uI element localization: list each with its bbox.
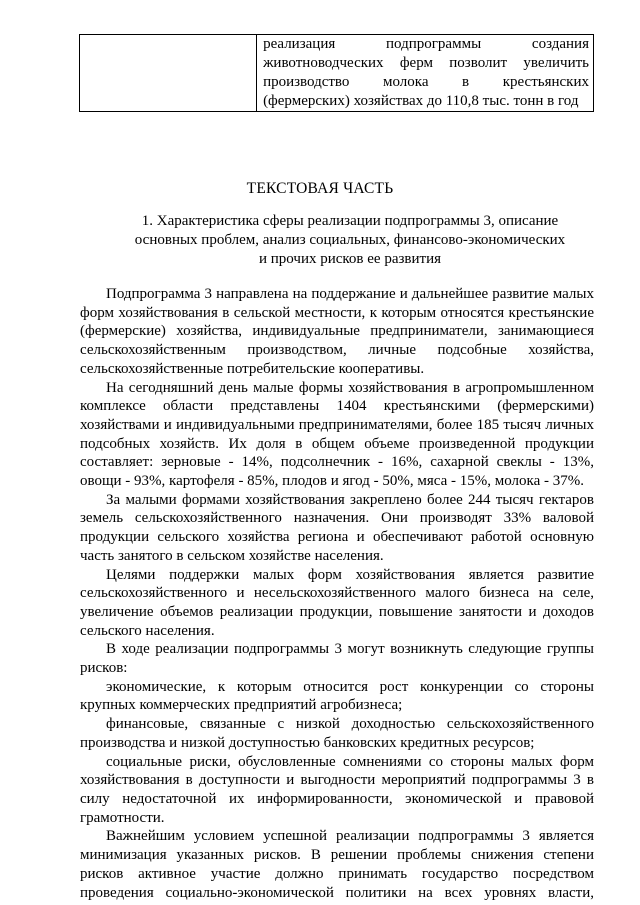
body-text-line: В ходе реализации подпрограммы 3 могут возникнуть следующие группы bbox=[106, 641, 594, 658]
body-text-line: Целями поддержки малых форм хозяйствования является развитие bbox=[106, 566, 594, 583]
body-text-line: крупных коммерческих предприятий агробизнеса; bbox=[80, 697, 403, 714]
body-text-line: комплексе области представлены 1404 крестьянскими (фермерскими) bbox=[80, 398, 594, 415]
body-text-line: составляет: зерновые - 14%, подсолнечник - 16%, сахарной свеклы - 13%, bbox=[80, 454, 594, 471]
body-text-line: хозяйствования в доступности и выгодности мероприятий подпрограммы 3 в bbox=[80, 772, 594, 789]
body-text-line: сельскохозяйственные потребительские кооперативы. bbox=[80, 360, 425, 377]
body-text-line: Важнейшим условием успешной реализации подпрограммы 3 является bbox=[106, 828, 594, 845]
body-text-line: силу недостаточной их информированности, экономической и правовой bbox=[80, 790, 594, 807]
expected-result-text bbox=[257, 35, 593, 111]
body-text-line: (фермерские) хозяйства, индивидуальные предприниматели, занимающиеся bbox=[80, 323, 594, 340]
body-text-line: сельского населения. bbox=[80, 622, 215, 639]
section-title: ТЕКСТОВАЯ ЧАСТЬ bbox=[246, 180, 394, 197]
table-text-line: реализация подпрограммы создания bbox=[263, 36, 589, 52]
table-text-line: животноводческих ферм позволит увеличить bbox=[263, 55, 589, 71]
body-text-line: продукции сельского хозяйства региона и обеспечивают работой основную bbox=[80, 529, 594, 546]
subtitle-line: 1. Характеристика сферы реализации подпрограммы 3, описание bbox=[141, 213, 559, 229]
table-text-line: производство молока в крестьянских bbox=[263, 74, 589, 90]
subtitle-line: основных проблем, анализ социальных, финансово-экономических bbox=[134, 232, 566, 248]
body-text-line: рисков: bbox=[80, 660, 128, 677]
body-text-line: грамотности. bbox=[80, 809, 165, 826]
body-text-line: земель сельскохозяйственного назначения. Они производят 33% валовой bbox=[80, 510, 594, 527]
section-subtitle bbox=[120, 212, 580, 269]
table-text-line: (фермерских) хозяйствах до 110,8 тыс. тонн в год bbox=[263, 93, 579, 109]
body-text-line: увеличение объемов реализации продукции, повышение занятости и доходов bbox=[80, 603, 594, 620]
body-text-line: За малыми формами хозяйствования закреплено более 244 тысяч гектаров bbox=[106, 491, 594, 508]
body-text-line: часть занятого в сельском хозяйстве населения. bbox=[80, 547, 384, 564]
body-text-line: рисков активное участие должно принимать государство посредством bbox=[80, 865, 594, 882]
body-text-line: производства и низкой доступностью банковских кредитных ресурсов; bbox=[80, 734, 535, 751]
body-text-line: форм хозяйствования в сельской местности, к которым относятся крестьянские bbox=[80, 304, 594, 321]
subtitle-line: и прочих рисков ее развития bbox=[258, 251, 442, 267]
table-cell-empty bbox=[80, 35, 257, 112]
body-text-line: подсобных хозяйств. Их доля в общем объеме произведенной продукции bbox=[80, 435, 594, 452]
body-text-line: сельскохозяйственного и несельскохозяйственного малого бизнеса на селе, bbox=[80, 585, 594, 602]
body-text-line: овощи - 93%, картофеля - 85%, плодов и ягод - 50%, мяса - 15%, молока - 37%. bbox=[80, 473, 584, 490]
body-text-line: экономические, к которым относится рост конкуренции со стороны bbox=[106, 678, 594, 695]
body-text-line: минимизация указанных рисков. В решении проблемы снижения степени bbox=[80, 847, 594, 864]
body-text-line: сельскохозяйственным производством, личные подсобные хозяйства, bbox=[80, 342, 594, 359]
body-text-line: На сегодняшний день малые формы хозяйствования в агропромышленном bbox=[106, 379, 594, 396]
body-text-line: хозяйствами и индивидуальными предпринимателями, более 185 тысяч личных bbox=[80, 416, 594, 433]
body-text-line: проведения социально-экономической политики на всех уровнях власти, bbox=[80, 884, 594, 901]
body-text bbox=[80, 285, 594, 902]
continuation-table bbox=[79, 34, 594, 112]
body-text-line: Подпрограмма 3 направлена на поддержание и дальнейшее развитие малых bbox=[106, 286, 594, 302]
body-text-line: социальные риски, обусловленные сомнениями со стороны малых форм bbox=[106, 753, 594, 770]
table-row bbox=[80, 35, 594, 112]
body-text-line: финансовые, связанные с низкой доходностью сельскохозяйственного bbox=[106, 716, 594, 733]
table-cell-expected-result bbox=[257, 35, 594, 112]
